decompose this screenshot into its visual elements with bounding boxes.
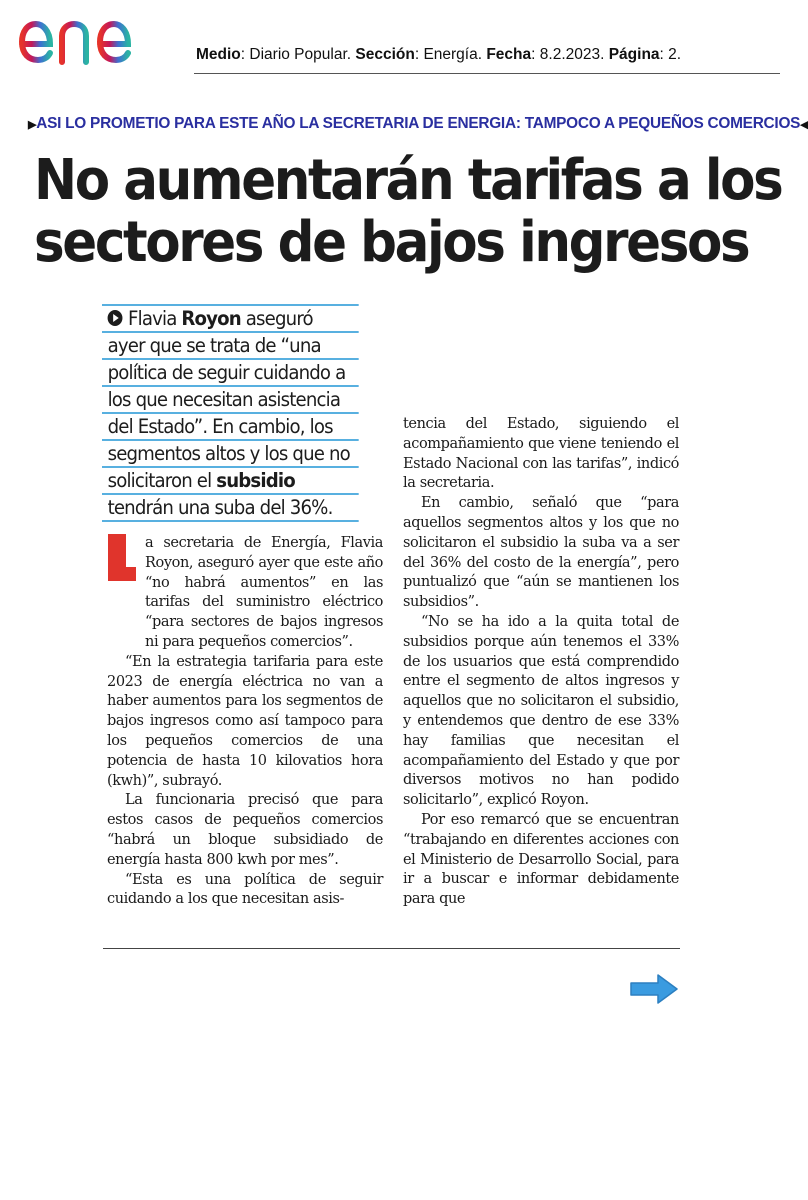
enel-logo [14, 6, 184, 70]
body-paragraph: “Esta es una política de seguir cuidando a los que necesitan asis- [107, 871, 383, 908]
article-metadata [196, 46, 681, 64]
lead-line: segmentos altos y los que no [102, 441, 359, 468]
article-bottom-rule [103, 948, 680, 949]
kicker-right-triangle-icon: ◀ [800, 119, 808, 131]
body-column-2 [403, 415, 679, 910]
pagina-value: : 2. [659, 46, 682, 63]
body-paragraph: Por eso remarcó que se encuentran “trabajando en diferentes acciones con el Ministerio de Desarrollo Social, para ir a buscar e informar debidamente para que [403, 811, 679, 908]
body-paragraph: La funcionaria precisó que para estos casos de pequeños comercios “habrá un bloque subsidiado de energía hasta 800 kwh por mes”. [107, 792, 383, 868]
medio-value: : Diario Popular. [240, 46, 356, 63]
body-paragraph-continued: tencia del Estado, siguiendo el acompañamiento que viene teniendo el Estado Nacional con las tarifas”, indicó la secretaria. [403, 416, 679, 492]
pagina-label: Página [608, 46, 660, 63]
play-circle-icon [108, 310, 123, 326]
headline-line: No aumentarán tarifas a los [34, 148, 782, 213]
lead-line: política de seguir cuidando a [102, 360, 359, 387]
lead-line: ayer que se trata de “una [102, 333, 359, 360]
lead-line [102, 304, 359, 333]
body-paragraph: En cambio, señaló que “para aquellos segmentos altos y los que no solicitaron el subsidio la suba va a ser del 36% del costo de la energía”, pero puntualizó que “aún se mantienen los subsidios”. [403, 495, 679, 611]
header-divider [194, 73, 780, 74]
body-column-1 [107, 534, 383, 910]
body-paragraph: “En la estrategia tarifaria para este 2023 de energía eléctrica no van a haber aumentos para los segmentos de bajos ingresos como así tampoco para los pequeños comercios de una potencia de hasta 10 kilovatios hora (kwh)”, subrayó. [107, 653, 383, 789]
fecha-value: : 8.2.2023. [531, 46, 609, 63]
seccion-value: : Energía. [414, 46, 487, 63]
fecha-label: Fecha [486, 46, 532, 63]
lead-line: del Estado”. En cambio, los [102, 414, 359, 441]
lead-line: los que necesitan asistencia [102, 387, 359, 414]
kicker-text: ASI LO PROMETIO PARA ESTE AÑO LA SECRETARIA DE ENERGIA: TAMPOCO A PEQUEÑOS COMERCIOS [36, 115, 801, 132]
article-kicker [28, 115, 808, 133]
body-paragraph-first: a secretaria de Energía, Flavia Royon, aseguró ayer que este año “no habrá aumentos” en las tarifas del suministro eléctrico “para sectores de bajos ingresos ni para pequeños comercios”. [145, 535, 383, 650]
headline-line: sectores de bajos ingresos [34, 210, 749, 275]
medio-label: Medio [196, 46, 241, 63]
body-paragraph: “No se ha ido a la quita total de subsidios porque aún tenemos el 33% de los usuarios que está comprendido entre el segmento de altos ingresos y aquellos que no solicitaron el subsidio, y entendemos que dentro de ese 33% hay familias que necesitan el acompañamiento del Estado y que por diversos motivos no han podido solicitarlo”, explicó Royon. [403, 613, 679, 809]
seccion-label: Sección [355, 46, 415, 63]
lead-emphasis: subsidio [216, 469, 295, 492]
article-headline [34, 148, 782, 275]
lead-line: solicitaron el subsidio [102, 468, 359, 495]
kicker-left-triangle-icon: ▶ [28, 119, 37, 131]
lead-line-text: Flavia Royon aseguró [128, 307, 313, 330]
article-lead [102, 304, 378, 522]
next-arrow-icon[interactable] [628, 972, 680, 1006]
lead-line: tendrán una suba del 36%. [102, 495, 359, 522]
lead-emphasis: Royon [181, 307, 241, 330]
